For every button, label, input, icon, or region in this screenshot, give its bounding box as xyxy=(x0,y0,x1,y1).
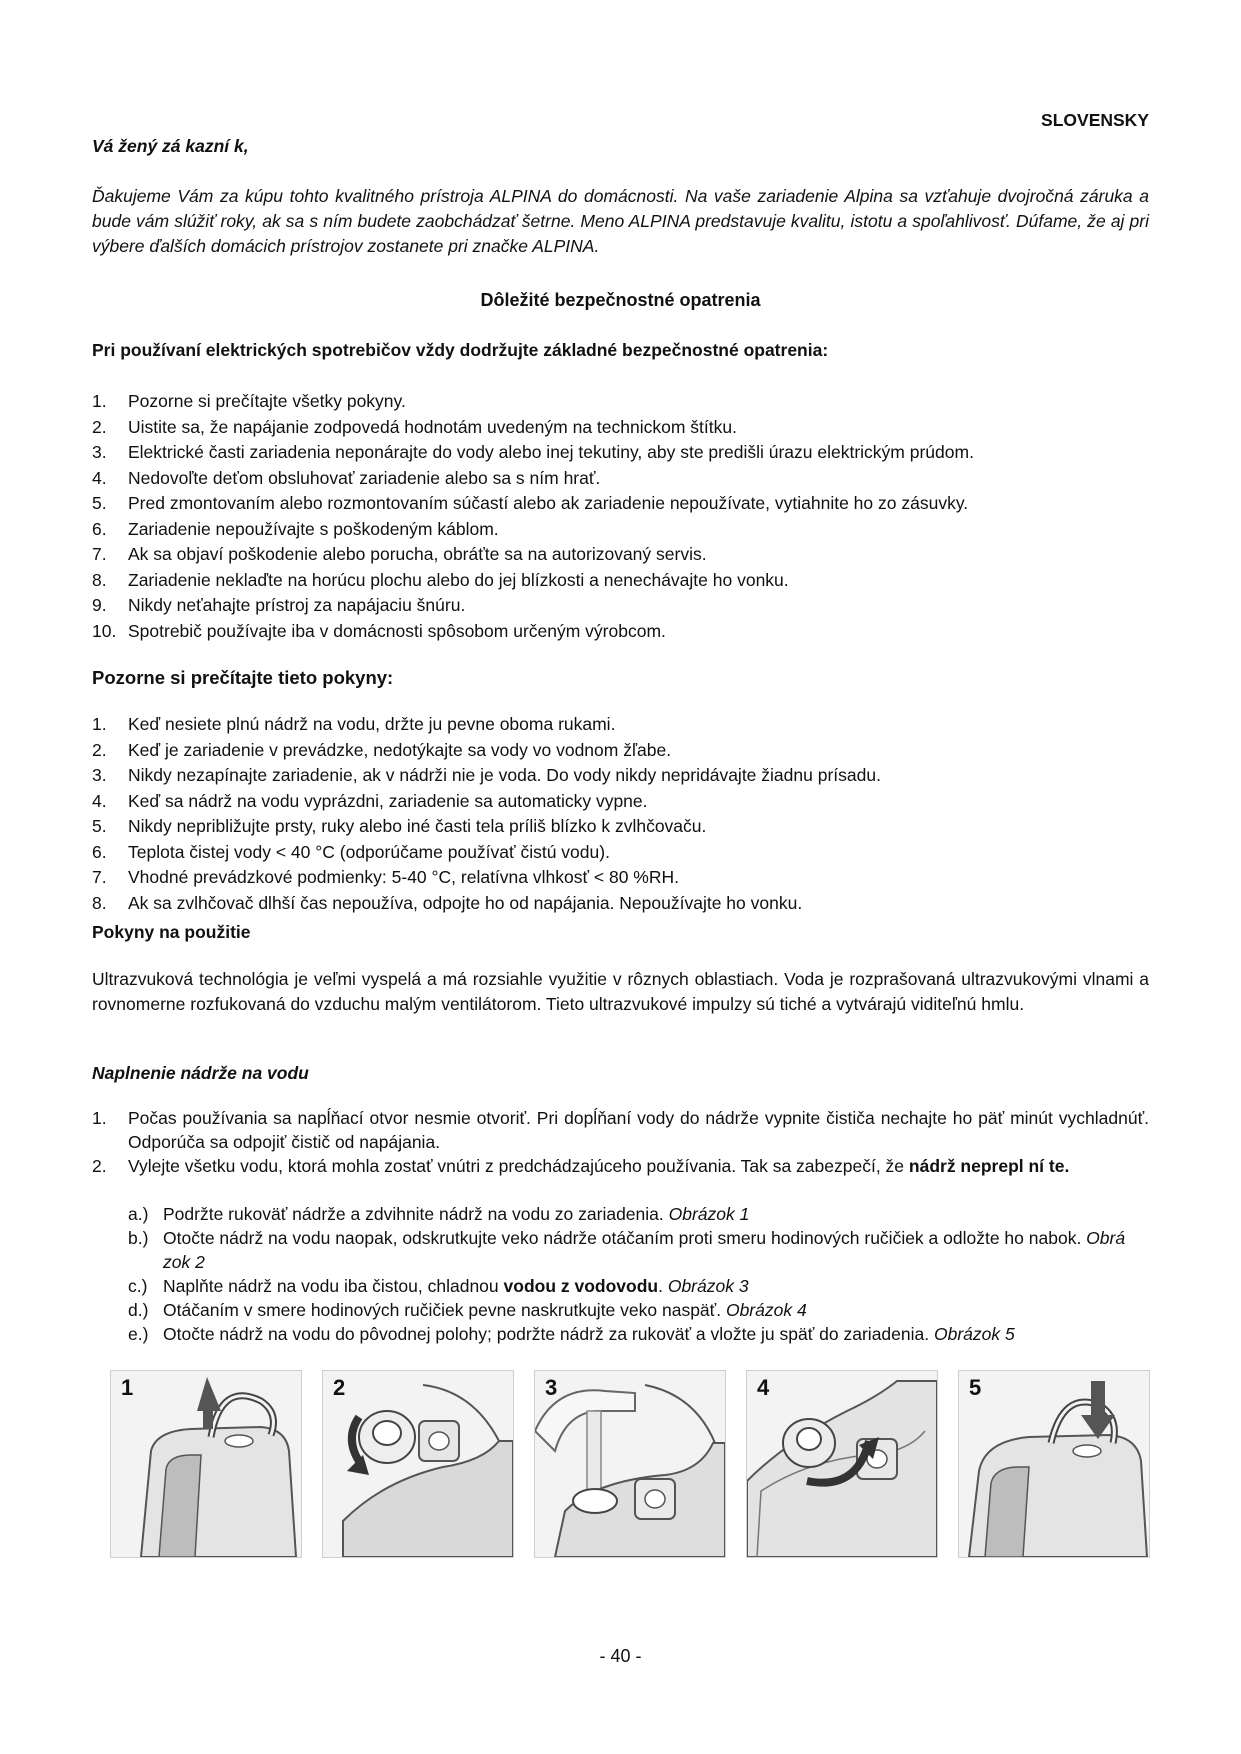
item-number: 2. xyxy=(92,739,107,760)
item-number: 9. xyxy=(92,595,107,615)
figure-number: 4 xyxy=(757,1375,770,1400)
item-number: 10. xyxy=(92,620,117,641)
figure-5-illustration xyxy=(959,1371,1149,1557)
item-number: 8. xyxy=(92,892,107,913)
list-item xyxy=(92,891,1149,917)
item-text: Otáčaním v smere hodinových ručičiek pevne naskrutkujte veko naspäť. xyxy=(163,1300,726,1320)
item-letter: d.) xyxy=(128,1300,149,1320)
item-text: Vhodné prevádzkové podmienky: 5-40 °C, relatívna vlhkosť < 80 %RH. xyxy=(128,867,680,887)
item-text: Nedovoľte deťom obsluhovať zariadenie alebo sa s ním hrať. xyxy=(128,467,601,488)
read-title: Pozorne si prečítajte tieto pokyny: xyxy=(92,667,394,688)
item-number: 1. xyxy=(92,1108,107,1128)
item-number: 1. xyxy=(92,714,107,734)
figure-1 xyxy=(110,1370,302,1558)
list-item xyxy=(92,789,1149,815)
item-text: Otočte nádrž na vodu naopak, odskrutkujte veko nádrže otáčaním proti smeru hodinových ručičiek a odložte ho nabok. xyxy=(163,1228,1087,1248)
item-text: Naplňte nádrž na vodu iba čistou, chladnou xyxy=(163,1276,504,1296)
item-number: 2. xyxy=(92,1156,107,1176)
figure-3-illustration xyxy=(535,1371,725,1557)
list-item xyxy=(128,1298,1149,1322)
item-text: Teplota čistej vody < 40 °C (odporúčame používať čistú vodu). xyxy=(128,841,610,862)
item-text: Pred zmontovaním alebo rozmontovaním súčastí alebo ak zariadenie nepoužívate, vytiahnite ho zo zásuvky. xyxy=(128,493,969,513)
item-number: 4. xyxy=(92,790,107,811)
filling-list xyxy=(92,1106,1149,1178)
item-number: 7. xyxy=(92,867,107,887)
figure-number: 3 xyxy=(545,1375,558,1400)
safety-lead: Pri používaní elektrických spotrebičov vždy dodržujte základné bezpečnostné opatrenia: xyxy=(92,340,829,360)
figure-2-illustration xyxy=(323,1371,513,1557)
item-letter: b.) xyxy=(128,1228,149,1248)
item-text: Vylejte všetku vodu, ktorá mohla zostať vnútri z predchádzajúceho používania. Tak sa zabezpečí, že xyxy=(128,1156,909,1176)
item-number: 7. xyxy=(92,544,107,564)
figure-number: 5 xyxy=(969,1375,982,1400)
greeting: Vá žený zá kazní k, xyxy=(92,136,249,156)
item-number: 2. xyxy=(92,416,107,437)
item-text: Pozorne si prečítajte všetky pokyny. xyxy=(128,391,406,411)
item-number: 4. xyxy=(92,467,107,488)
item-number: 3. xyxy=(92,442,107,462)
item-text: . xyxy=(658,1276,668,1296)
item-bold-text: nádrž neprepl ní te. xyxy=(908,1156,1070,1176)
list-item xyxy=(92,491,1149,517)
item-letter: e.) xyxy=(128,1324,149,1344)
item-text: Uistite sa, že napájanie zodpovedá hodnotám uvedeným na technickom štítku. xyxy=(128,416,737,437)
figure-1-illustration xyxy=(111,1371,301,1557)
item-text: Spotrebič používajte iba v domácnosti spôsobom určeným výrobcom. xyxy=(128,620,666,641)
intro-paragraph: Ďakujeme Vám za kúpu tohto kvalitného prístroja ALPINA do domácnosti. Na vaše zariadenie Alpina sa vzťahuje dvojročná záruka a bude vám slúžiť roky, ak sa s ním budete zaobchádzať šetrne. Meno ALPINA predstavuje kvalitu, istotu a spoľahlivosť. Dúfame, že aj pri výbere ďalších domácich prístrojov zostanete pri značke ALPINA. xyxy=(92,186,1149,256)
page-number: - 40 - xyxy=(599,1646,642,1666)
safety-list xyxy=(92,389,1149,644)
item-text: Nikdy nepribližujte prsty, ruky alebo iné časti tela príliš blízko k zvlhčovaču. xyxy=(128,816,707,836)
item-text: Nikdy nezapínajte zariadenie, ak v nádrži nie je voda. Do vody nikdy nepridávajte žiadnu prísadu. xyxy=(128,765,881,785)
list-item xyxy=(92,568,1149,594)
item-number: 1. xyxy=(92,391,107,411)
usage-paragraph: Ultrazvuková technológia je veľmi vyspelá a má rozsiahle využitie v rôznych oblastiach. Voda je rozprašovaná ultrazvukovými vlnami a rovnomerne rozfukovaná do vzduchu malým ventilátorom. Tieto ultrazvukové impulzy sú tiché a vytvárajú viditeľnú hmlu. xyxy=(92,969,1149,1014)
list-item xyxy=(92,1106,1149,1154)
list-item xyxy=(128,1202,1149,1226)
figure-reference: Obrázok 3 xyxy=(667,1276,749,1296)
figure-4 xyxy=(746,1370,938,1558)
figure-5 xyxy=(958,1370,1150,1558)
item-text: Zariadenie nepoužívajte s poškodeným káblom. xyxy=(128,518,499,539)
item-letter: c.) xyxy=(128,1276,148,1296)
figure-reference: Obrá zok 2 xyxy=(163,1228,1126,1272)
item-number: 5. xyxy=(92,493,107,513)
safety-title: Dôležité bezpečnostné opatrenia xyxy=(480,290,761,310)
item-number: 8. xyxy=(92,569,107,590)
list-item xyxy=(92,738,1149,764)
figure-strip xyxy=(110,1370,1148,1556)
read-list xyxy=(92,712,1149,916)
usage-title: Pokyny na použitie xyxy=(92,922,251,942)
list-item xyxy=(92,415,1149,441)
item-text: Zariadenie neklaďte na horúcu plochu alebo do jej blízkosti a nenechávajte ho vonku. xyxy=(128,569,789,590)
item-text: Ak sa objaví poškodenie alebo porucha, obráťte sa na autorizovaný servis. xyxy=(128,544,707,564)
item-letter: a.) xyxy=(128,1204,149,1224)
item-text: Nikdy neťahajte prístroj za napájaciu šnúru. xyxy=(128,595,466,615)
item-text: Počas používania sa napĺňací otvor nesmie otvoriť. Pri dopĺňaní vody do nádrže vypnite čističa nechajte ho päť minút vychladnúť. Odporúča sa odpojiť čistič od napájania. xyxy=(128,1108,1149,1152)
figure-number: 2 xyxy=(333,1375,346,1400)
list-item xyxy=(92,466,1149,492)
item-text: Keď nesiete plnú nádrž na vodu, držte ju pevne oboma rukami. xyxy=(128,714,616,734)
list-item xyxy=(92,517,1149,543)
item-text: Otočte nádrž na vodu do pôvodnej polohy; podržte nádrž za rukoväť a vložte ju späť do zariadenia. xyxy=(163,1324,934,1344)
list-item xyxy=(92,1154,1149,1178)
item-text: Ak sa zvlhčovač dlhší čas nepoužíva, odpojte ho od napájania. Nepoužívajte ho vonku. xyxy=(128,892,803,913)
figure-2 xyxy=(322,1370,514,1558)
language-label: SLOVENSKY xyxy=(1041,110,1149,130)
item-number: 3. xyxy=(92,765,107,785)
item-text: Keď sa nádrž na vodu vyprázdni, zariadenie sa automaticky vypne. xyxy=(128,790,648,811)
figure-reference: Obrázok 1 xyxy=(668,1204,750,1224)
list-item xyxy=(92,814,1149,840)
list-item xyxy=(92,389,1149,415)
list-item xyxy=(92,712,1149,738)
item-number: 6. xyxy=(92,518,107,539)
item-text: Keď je zariadenie v prevádzke, nedotýkajte sa vody vo vodnom žľabe. xyxy=(128,739,672,760)
item-text: Elektrické časti zariadenia neponárajte do vody alebo inej tekutiny, aby ste predišli úrazu elektrickým prúdom. xyxy=(128,442,974,462)
list-item xyxy=(128,1274,1149,1298)
filling-title: Naplnenie nádrže na vodu xyxy=(92,1063,309,1083)
list-item xyxy=(92,763,1149,789)
figure-3 xyxy=(534,1370,726,1558)
filling-sub-list xyxy=(128,1202,1149,1346)
figure-4-illustration xyxy=(747,1371,937,1557)
item-number: 5. xyxy=(92,816,107,836)
list-item xyxy=(128,1226,1149,1274)
list-item xyxy=(92,619,1149,645)
figure-number: 1 xyxy=(121,1375,134,1400)
list-item xyxy=(92,865,1149,891)
list-item xyxy=(92,593,1149,619)
list-item xyxy=(92,542,1149,568)
item-bold-text: vodou z vodovodu xyxy=(503,1276,659,1296)
list-item xyxy=(92,440,1149,466)
item-text: Podržte rukoväť nádrže a zdvihnite nádrž na vodu zo zariadenia. xyxy=(163,1204,669,1224)
item-number: 6. xyxy=(92,841,107,862)
figure-reference: Obrázok 4 xyxy=(725,1300,807,1320)
list-item xyxy=(92,840,1149,866)
list-item xyxy=(128,1322,1149,1346)
figure-reference: Obrázok 5 xyxy=(933,1324,1015,1344)
